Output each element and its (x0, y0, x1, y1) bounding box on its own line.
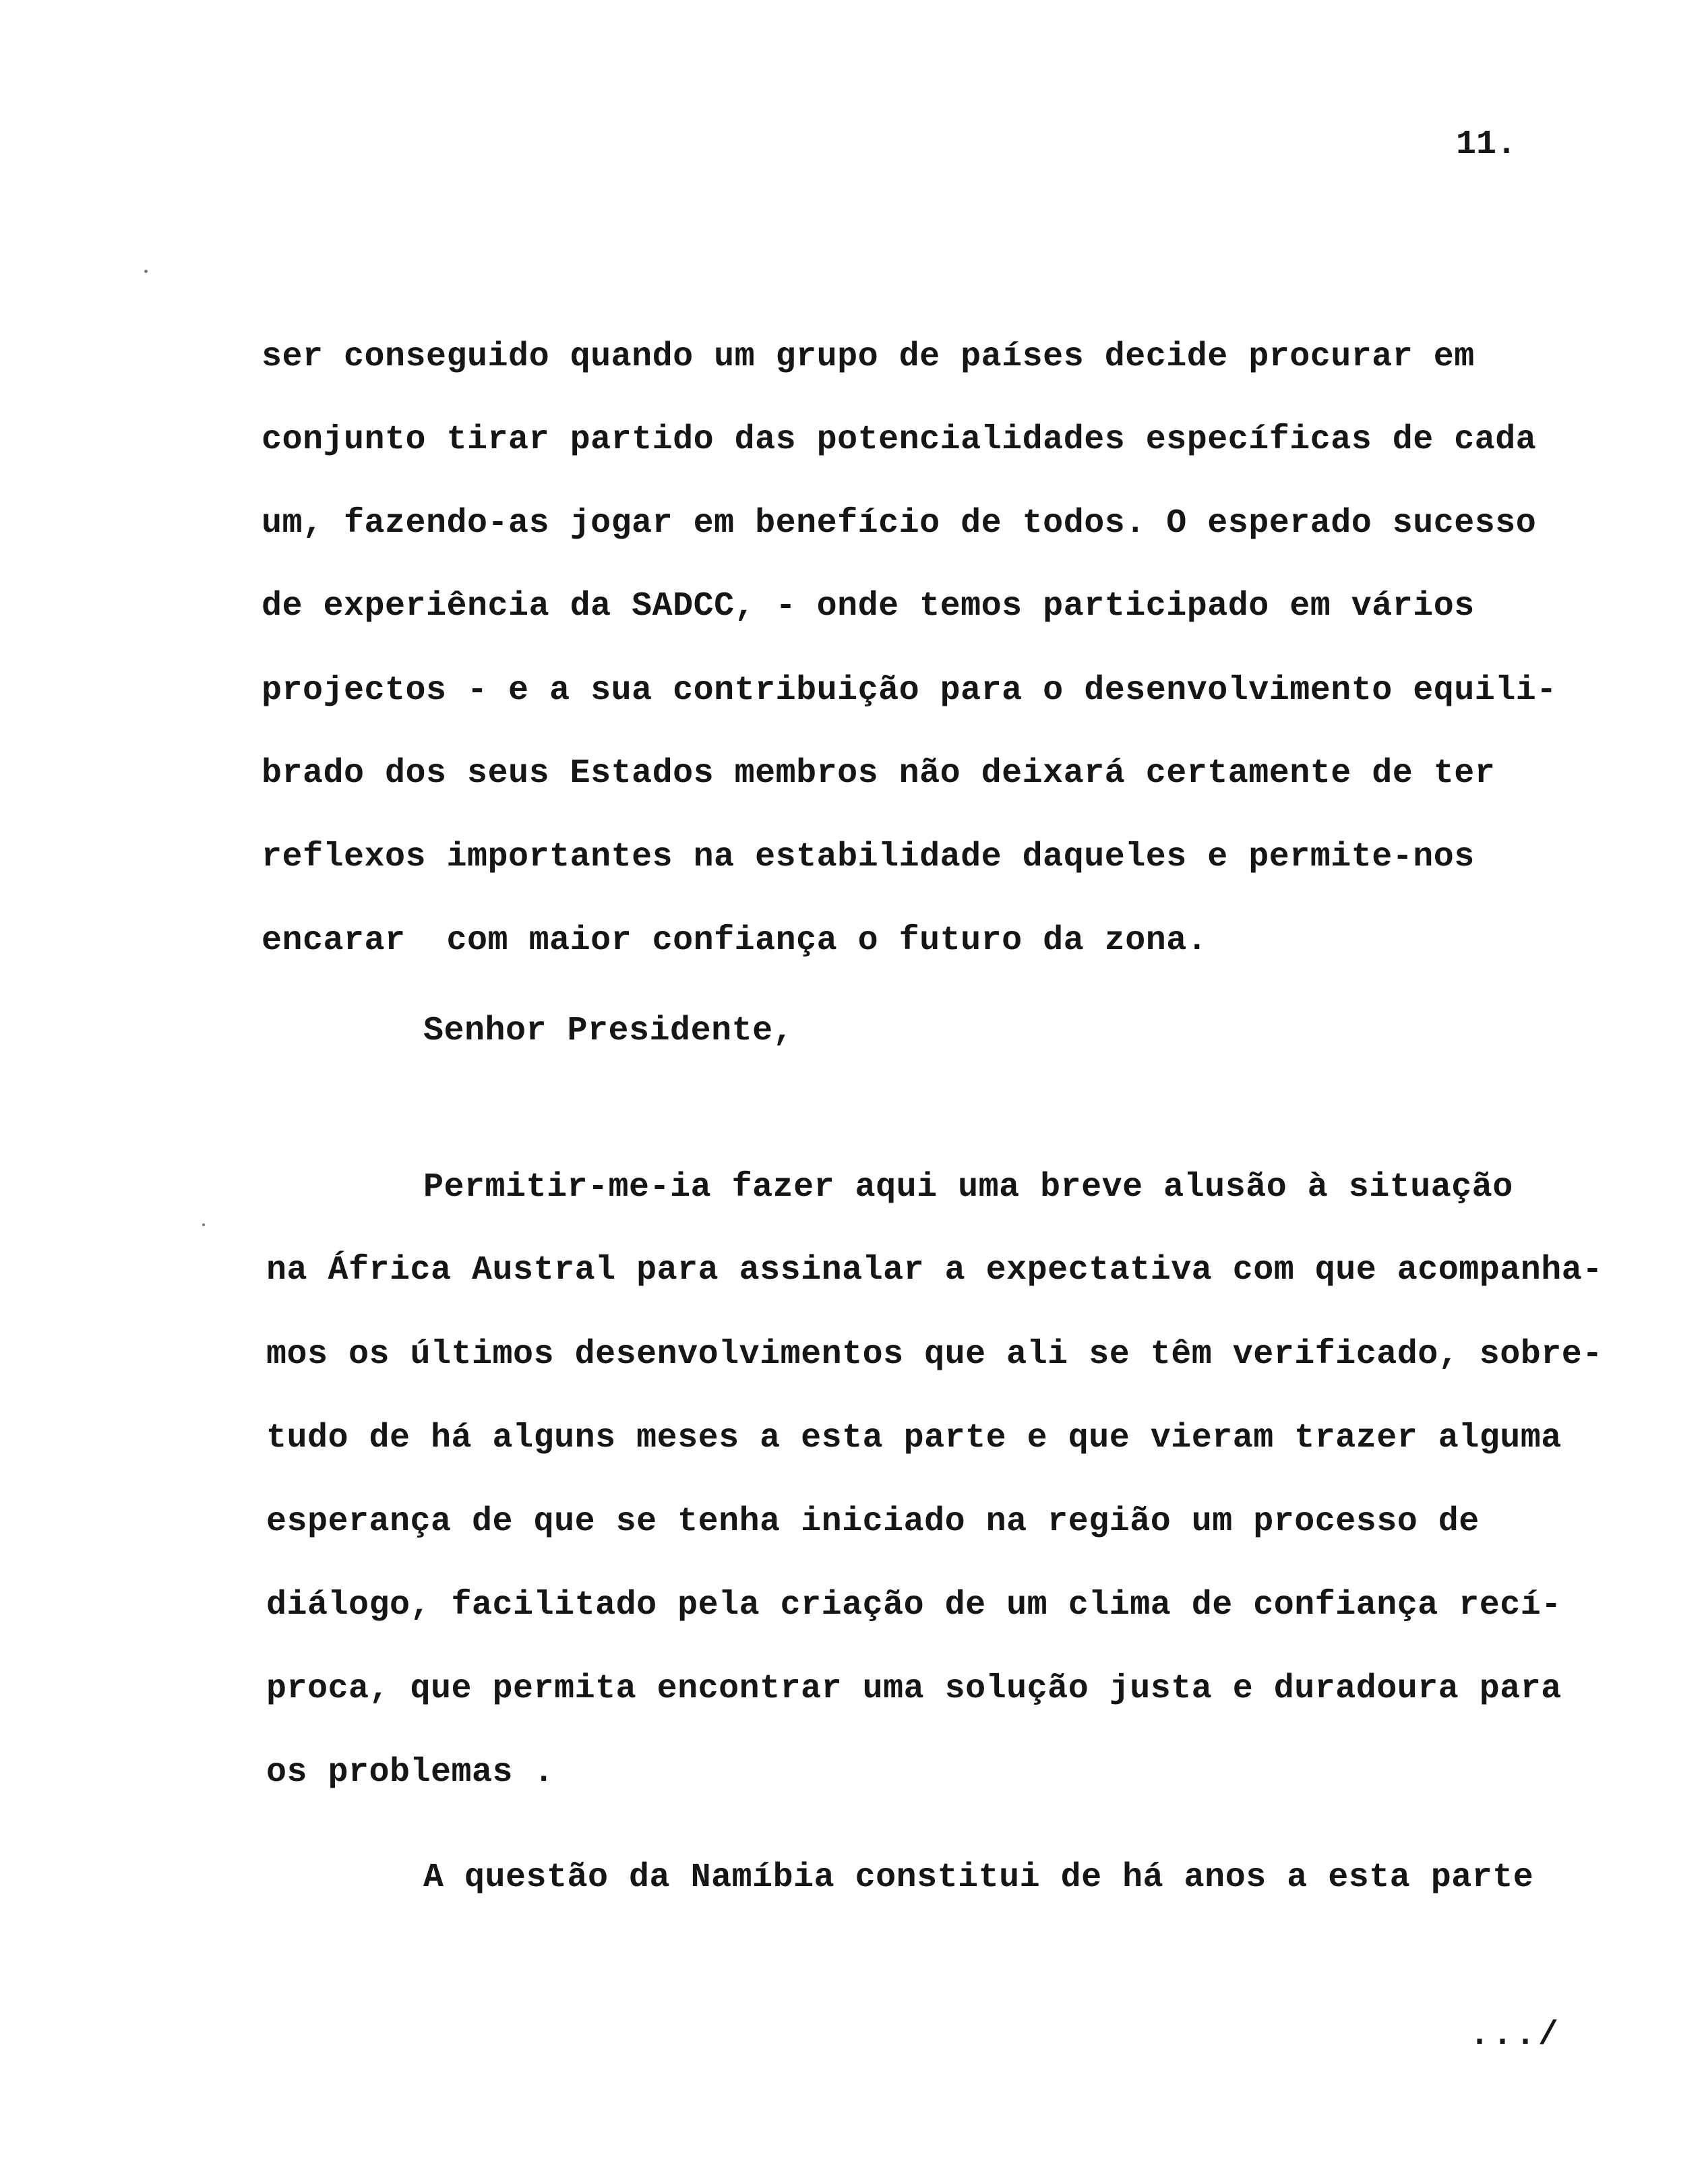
paragraph-2-line-6: diálogo, facilitado pela criação de um clima de confiança recí- (266, 1586, 1562, 1625)
paragraph-2-line-5: esperança de que se tenha iniciado na região um processo de (266, 1503, 1480, 1541)
paragraph-2-line-3: mos os últimos desenvolvimentos que ali se têm verificado, sobre- (266, 1335, 1603, 1374)
paragraph-1-line-6: brado dos seus Estados membros não deixará certamente de ter (262, 754, 1496, 793)
paragraph-2-line-1: Permitir-me-ia fazer aqui uma breve alusão à situação (423, 1168, 1513, 1207)
paragraph-1-line-8: encarar com maior confiança o futuro da zona. (262, 921, 1208, 960)
paragraph-2-line-4: tudo de há alguns meses a esta parte e que vieram trazer alguma (266, 1419, 1562, 1457)
paragraph-1-line-5: projectos - e a sua contribuição para o desenvolvimento equili- (262, 671, 1557, 710)
scan-speck (202, 1223, 205, 1226)
paragraph-2-line-2: na África Austral para assinalar a expectativa com que acompanha- (266, 1251, 1603, 1290)
paragraph-1-line-4: de experiência da SADCC, - onde temos participado em vários (262, 587, 1475, 626)
scan-speck (144, 270, 148, 273)
paragraph-1-line-2: conjunto tirar partido das potencialidades específicas de cada (262, 421, 1537, 459)
paragraph-1-line-1: ser conseguido quando um grupo de países decide procurar em (262, 338, 1475, 376)
page-number: 11. (1456, 125, 1517, 164)
paragraph-2-line-7: proca, que permita encontrar uma solução justa e duradoura para (266, 1670, 1562, 1708)
paragraph-2-line-8: os problemas . (266, 1753, 555, 1792)
salutation: Senhor Presidente, (423, 1012, 794, 1050)
paragraph-1-line-7: reflexos importantes na estabilidade daqueles e permite-nos (262, 838, 1475, 876)
paragraph-3-line-1: A questão da Namíbia constitui de há anos a esta parte (423, 1858, 1534, 1897)
paragraph-1-line-3: um, fazendo-as jogar em benefício de todos. O esperado sucesso (262, 504, 1537, 543)
continuation-mark: .../ (1469, 2016, 1562, 2055)
